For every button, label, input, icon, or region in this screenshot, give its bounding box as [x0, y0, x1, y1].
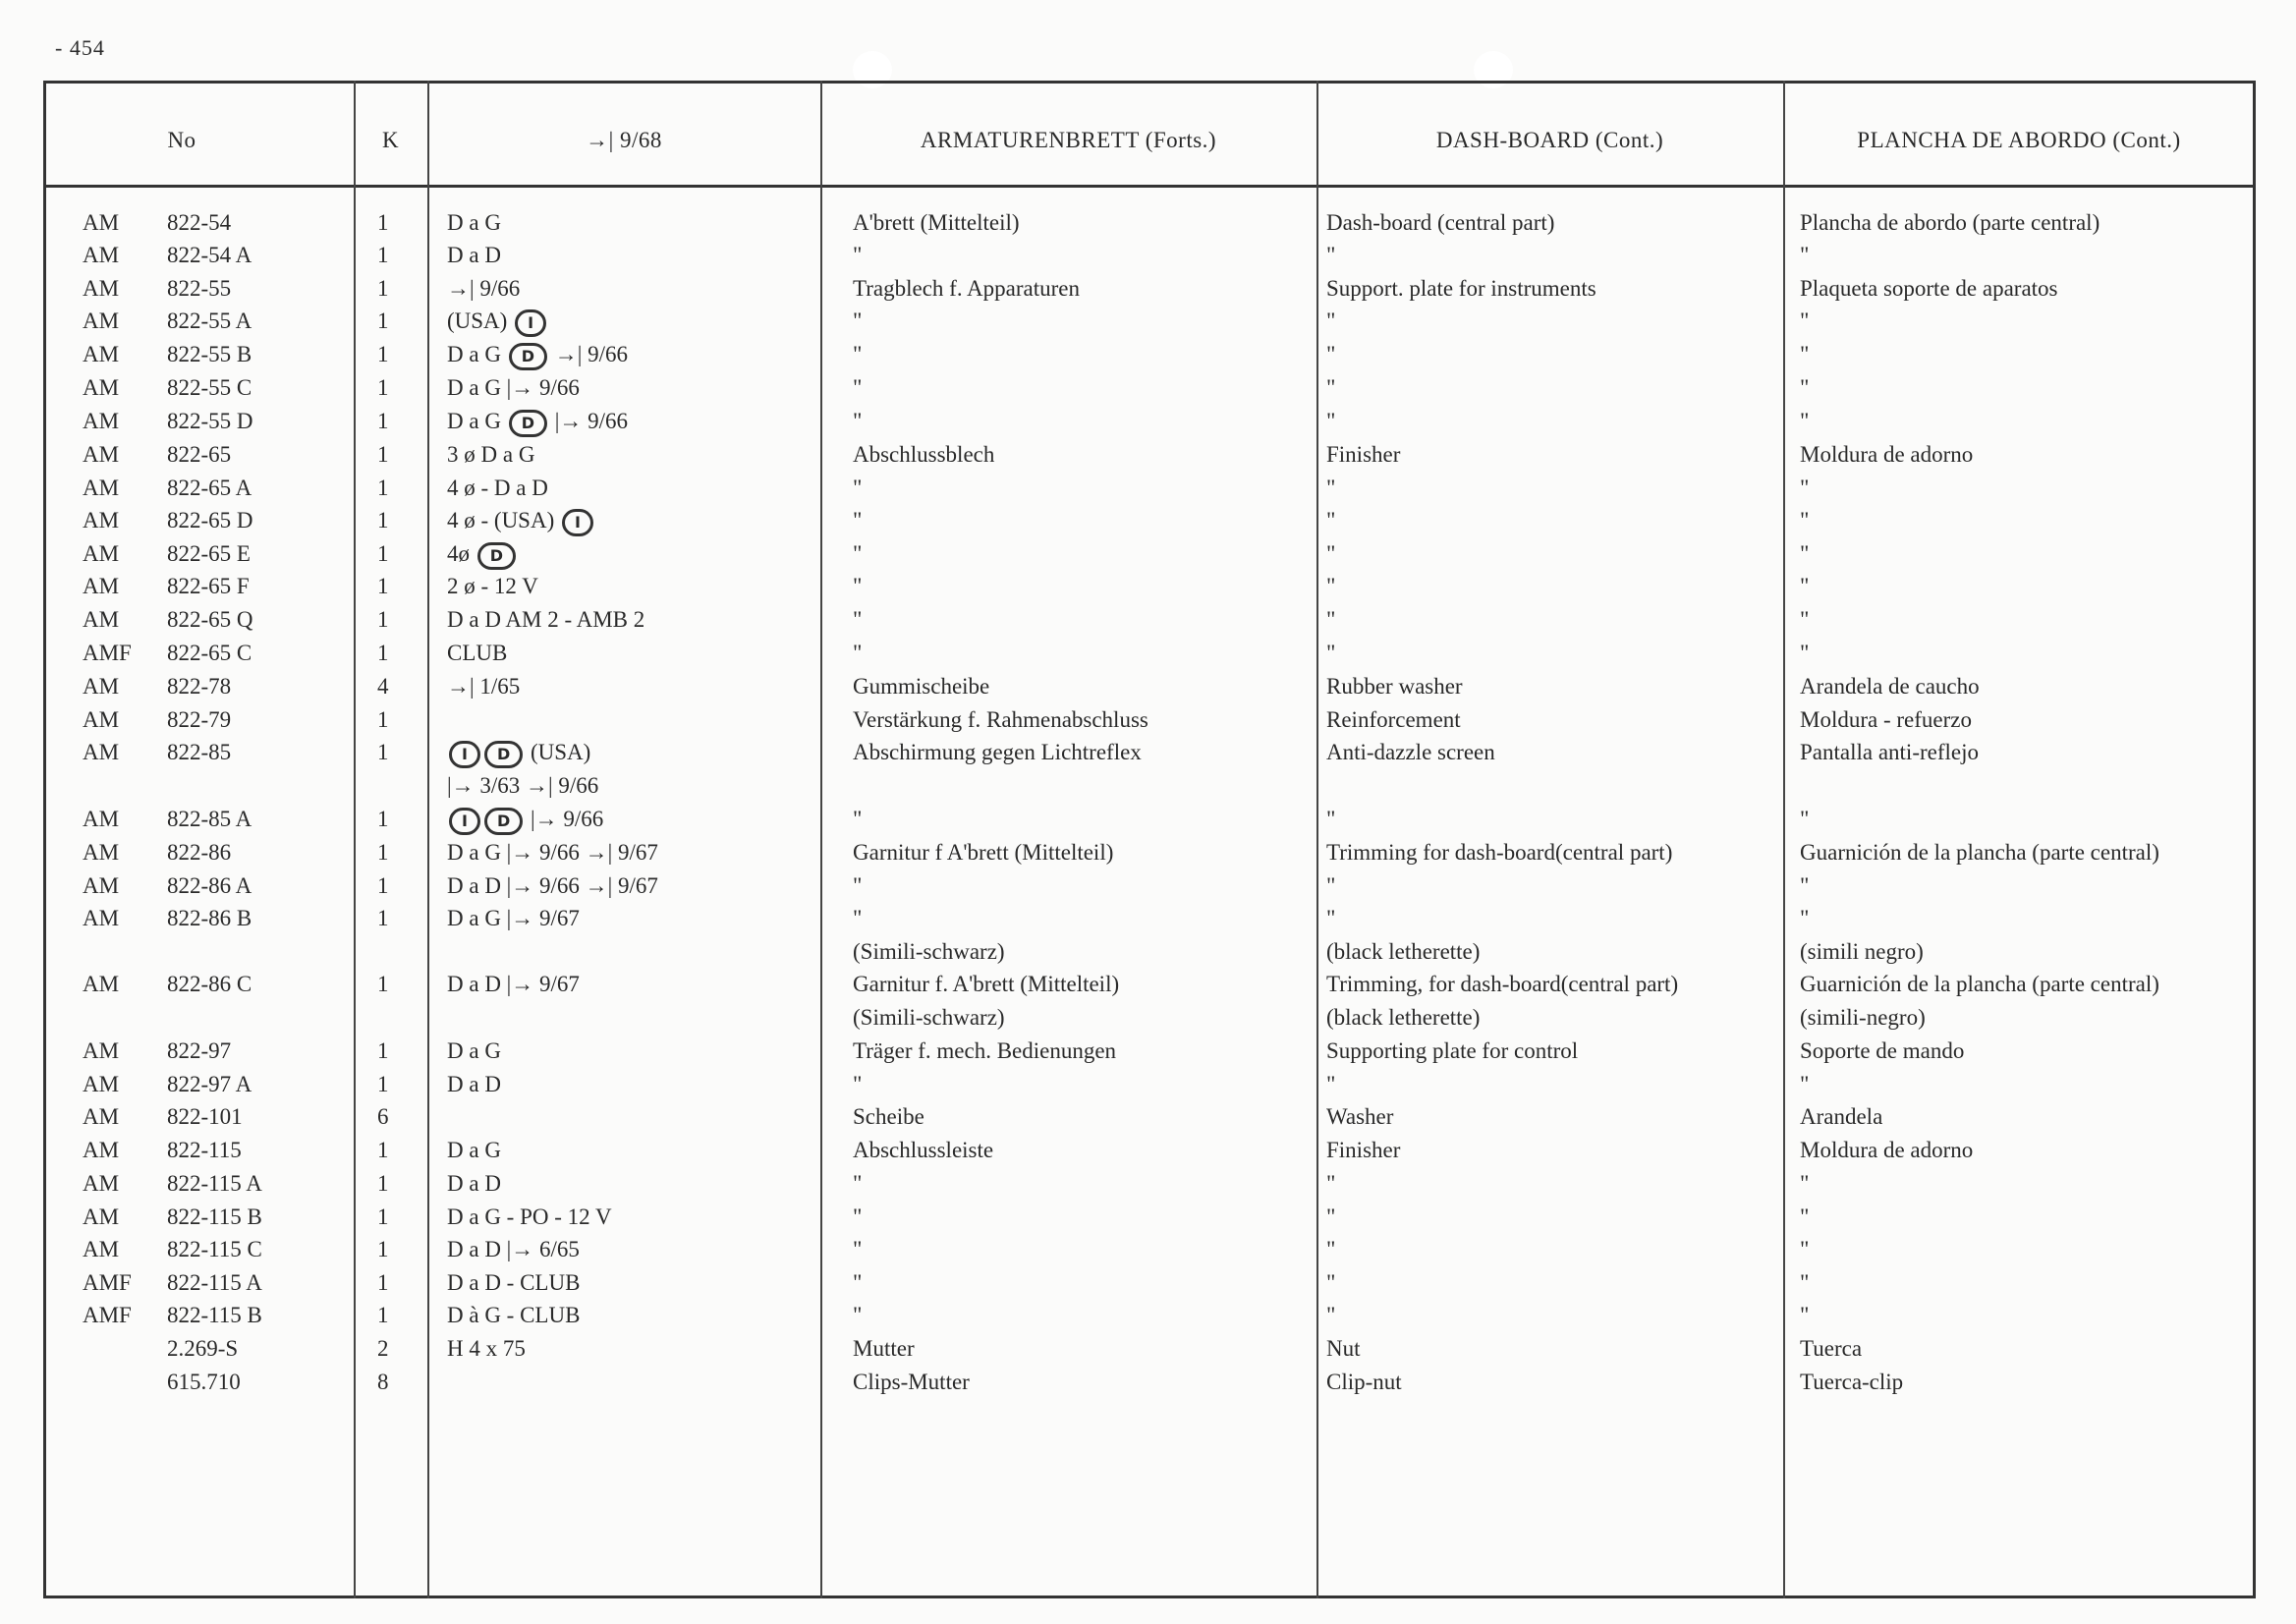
- cell-ref: 4 ø - D a D: [447, 476, 548, 500]
- cell-de: Gummischeibe: [853, 674, 990, 699]
- stamp-d-badge: D: [484, 741, 523, 768]
- cell-en: ": [1326, 906, 1336, 930]
- cell-es: Guarnición de la plancha (parte central): [1800, 840, 2159, 865]
- cell-ref: D a D |→ 9/66 →| 9/67: [447, 873, 658, 898]
- cell-en: Anti-dazzle screen: [1326, 740, 1495, 764]
- cell-no: 822-79: [167, 707, 232, 732]
- table-row: [0, 769, 2296, 803]
- cell-de: ": [853, 1171, 863, 1196]
- cell-pre: AM: [83, 840, 120, 865]
- cell-no: 822-97: [167, 1038, 232, 1063]
- cell-k: 1: [377, 840, 389, 865]
- cell-en: ": [1326, 1072, 1336, 1096]
- cell-no: 615.710: [167, 1370, 241, 1394]
- cell-de: ": [853, 807, 863, 831]
- cell-es: ": [1800, 1072, 1810, 1096]
- cell-es: ": [1800, 508, 1810, 532]
- cell-pre: AM: [83, 707, 120, 732]
- cell-k: 1: [377, 906, 389, 930]
- cell-en: ": [1326, 641, 1336, 665]
- table-row: [0, 1134, 2296, 1167]
- cell-k: 1: [377, 574, 389, 598]
- table-row: [0, 405, 2296, 438]
- cell-k: 1: [377, 1038, 389, 1063]
- cell-es: ": [1800, 807, 1810, 831]
- cell-de: ": [853, 873, 863, 898]
- cell-de: Garnitur f. A'brett (Mittelteil): [853, 972, 1120, 996]
- cell-en: Reinforcement: [1326, 707, 1461, 732]
- cell-no: 2.269-S: [167, 1336, 239, 1361]
- table-row: [0, 1266, 2296, 1300]
- cell-de: ": [853, 375, 863, 400]
- cell-de: ": [853, 409, 863, 433]
- cell-k: 1: [377, 607, 389, 632]
- table-row: [0, 371, 2296, 405]
- cell-ref: D a D AM 2 - AMB 2: [447, 607, 645, 632]
- table-row: [0, 1167, 2296, 1201]
- cell-no: 822-65 C: [167, 641, 252, 665]
- cell-no: 822-115 A: [167, 1270, 262, 1295]
- cell-en: (black letherette): [1326, 939, 1481, 964]
- cell-no: 822-65 E: [167, 541, 251, 566]
- cell-es: Guarnición de la plancha (parte central): [1800, 972, 2159, 996]
- cell-ref: D a G D |→ 9/66: [447, 405, 628, 438]
- cell-de: Abschlussblech: [853, 442, 995, 467]
- cell-de: ": [853, 1303, 863, 1327]
- table-row: [0, 968, 2296, 1001]
- cell-no: 822-54: [167, 210, 232, 235]
- cell-k: 1: [377, 210, 389, 235]
- cell-k: 1: [377, 476, 389, 500]
- table-row: [0, 305, 2296, 338]
- cell-no: 822-86: [167, 840, 232, 865]
- cell-en: ": [1326, 508, 1336, 532]
- cell-ref: D a G: [447, 1138, 501, 1162]
- cell-no: 822-55: [167, 276, 232, 301]
- cell-pre: AM: [83, 409, 120, 433]
- cell-es: ": [1800, 906, 1810, 930]
- cell-no: 822-86 A: [167, 873, 252, 898]
- header-no: No: [167, 128, 196, 152]
- stamp-d-badge: D: [484, 808, 523, 835]
- cell-en: Finisher: [1326, 1138, 1401, 1162]
- cell-es: ": [1800, 1171, 1810, 1196]
- cell-k: 1: [377, 375, 389, 400]
- cell-de: ": [853, 1237, 863, 1261]
- cell-de: ": [853, 308, 863, 333]
- cell-de: Mutter: [853, 1336, 915, 1361]
- cell-en: (black letherette): [1326, 1005, 1481, 1030]
- cell-pre: AM: [83, 740, 120, 764]
- cell-ref: D a G - PO - 12 V: [447, 1204, 612, 1229]
- cell-en: Trimming for dash-board(central part): [1326, 840, 1673, 865]
- cell-en: ": [1326, 476, 1336, 500]
- cell-ref: 2 ø - 12 V: [447, 574, 538, 598]
- cell-es: Moldura de adorno: [1800, 1138, 1974, 1162]
- cell-k: 4: [377, 674, 389, 699]
- cell-no: 822-85 A: [167, 807, 252, 831]
- cell-pre: AM: [83, 972, 120, 996]
- cell-es: Plancha de abordo (parte central): [1800, 210, 2100, 235]
- table-row: [0, 736, 2296, 769]
- cell-es: ": [1800, 607, 1810, 632]
- cell-pre: AM: [83, 1104, 120, 1129]
- cell-pre: AM: [83, 906, 120, 930]
- cell-es: ": [1800, 342, 1810, 366]
- cell-pre: AM: [83, 375, 120, 400]
- cell-de: (Simili-schwarz): [853, 1005, 1005, 1030]
- cell-de: ": [853, 607, 863, 632]
- cell-es: Plaqueta soporte de aparatos: [1800, 276, 2058, 301]
- cell-no: 822-65: [167, 442, 232, 467]
- cell-pre: AM: [83, 574, 120, 598]
- cell-pre: AM: [83, 807, 120, 831]
- cell-pre: AM: [83, 607, 120, 632]
- cell-es: ": [1800, 243, 1810, 267]
- page-number: - 454: [55, 35, 105, 60]
- table-row: [0, 438, 2296, 472]
- table-row: [0, 1035, 2296, 1068]
- cell-no: 822-97 A: [167, 1072, 252, 1096]
- cell-k: 1: [377, 707, 389, 732]
- cell-pre: AM: [83, 1072, 120, 1096]
- table-row: [0, 1299, 2296, 1332]
- cell-es: ": [1800, 409, 1810, 433]
- cell-no: 822-55 A: [167, 308, 252, 333]
- cell-ref: D a G D →| 9/66: [447, 338, 628, 371]
- cell-ref: |→ 3/63 →| 9/66: [447, 773, 599, 798]
- cell-en: ": [1326, 1204, 1336, 1229]
- cell-en: Supporting plate for control: [1326, 1038, 1579, 1063]
- stamp-d-badge: D: [477, 542, 516, 570]
- cell-es: ": [1800, 375, 1810, 400]
- cell-k: 1: [377, 1171, 389, 1196]
- table-row: [0, 869, 2296, 903]
- table-row: [0, 338, 2296, 371]
- cell-ref: 3 ø D a G: [447, 442, 535, 467]
- cell-en: Dash-board (central part): [1326, 210, 1555, 235]
- table-row: [0, 570, 2296, 603]
- cell-en: ": [1326, 541, 1336, 566]
- table-row: [0, 803, 2296, 836]
- cell-ref: I D |→ 9/66: [447, 803, 603, 836]
- cell-en: ": [1326, 574, 1336, 598]
- cell-k: 1: [377, 1270, 389, 1295]
- header-ref: →| 9/68: [586, 128, 662, 152]
- cell-es: ": [1800, 308, 1810, 333]
- cell-es: ": [1800, 1303, 1810, 1327]
- cell-pre: AM: [83, 276, 120, 301]
- header-k: K: [381, 128, 400, 152]
- cell-de: ": [853, 342, 863, 366]
- cell-es: Moldura de adorno: [1800, 442, 1974, 467]
- table-row: [0, 472, 2296, 505]
- cell-de: (Simili-schwarz): [853, 939, 1005, 964]
- cell-en: Clip-nut: [1326, 1370, 1402, 1394]
- stamp-i-badge: I: [449, 808, 480, 835]
- cell-pre: AMF: [83, 641, 132, 665]
- cell-k: 1: [377, 1072, 389, 1096]
- cell-ref: (USA) I: [447, 305, 548, 338]
- cell-no: 822-65 D: [167, 508, 253, 532]
- cell-en: ": [1326, 243, 1336, 267]
- cell-k: 1: [377, 508, 389, 532]
- cell-en: ": [1326, 1270, 1336, 1295]
- table-row: [0, 537, 2296, 571]
- header-english: DASH-BOARD (Cont.): [1435, 128, 1664, 152]
- table-row: [0, 902, 2296, 935]
- cell-en: Finisher: [1326, 442, 1401, 467]
- cell-de: ": [853, 1072, 863, 1096]
- table-row: [0, 239, 2296, 272]
- table-row: [0, 703, 2296, 737]
- cell-no: 822-115 A: [167, 1171, 262, 1196]
- cell-pre: AM: [83, 1237, 120, 1261]
- table-row: [0, 1233, 2296, 1266]
- cell-en: Trimming, for dash-board(central part): [1326, 972, 1679, 996]
- cell-de: ": [853, 541, 863, 566]
- cell-en: ": [1326, 607, 1336, 632]
- cell-ref: →| 1/65: [447, 674, 521, 699]
- cell-de: ": [853, 1204, 863, 1229]
- cell-k: 1: [377, 1303, 389, 1327]
- cell-de: Garnitur f A'brett (Mittelteil): [853, 840, 1114, 865]
- cell-k: 1: [377, 807, 389, 831]
- cell-pre: AM: [83, 674, 120, 699]
- cell-no: 822-54 A: [167, 243, 252, 267]
- stamp-i-badge: I: [515, 309, 546, 337]
- cell-en: Support. plate for instruments: [1326, 276, 1596, 301]
- table-row: [0, 935, 2296, 969]
- cell-ref: D a D - CLUB: [447, 1270, 581, 1295]
- cell-no: 822-115 B: [167, 1204, 262, 1229]
- cell-pre: AM: [83, 1138, 120, 1162]
- cell-en: Nut: [1326, 1336, 1361, 1361]
- cell-en: ": [1326, 409, 1336, 433]
- table-row: [0, 272, 2296, 306]
- cell-k: 1: [377, 1237, 389, 1261]
- header-german: ARMATURENBRETT (Forts.): [920, 128, 1217, 152]
- cell-de: Abschlussleiste: [853, 1138, 994, 1162]
- cell-es: Arandela de caucho: [1800, 674, 1980, 699]
- cell-no: 822-85: [167, 740, 232, 764]
- cell-es: ": [1800, 574, 1810, 598]
- cell-es: Pantalla anti-reflejo: [1800, 740, 1980, 764]
- table-row: [0, 206, 2296, 240]
- cell-de: Abschirmung gegen Lichtreflex: [853, 740, 1142, 764]
- table-row: [0, 637, 2296, 670]
- table-row: [0, 1332, 2296, 1366]
- stamp-i-badge: I: [449, 741, 480, 768]
- cell-no: 822-86 B: [167, 906, 252, 930]
- cell-pre: AM: [83, 210, 120, 235]
- table-row: [0, 1201, 2296, 1234]
- cell-es: ": [1800, 1237, 1810, 1261]
- cell-k: 1: [377, 243, 389, 267]
- cell-pre: AM: [83, 342, 120, 366]
- cell-pre: AMF: [83, 1270, 132, 1295]
- cell-k: 1: [377, 276, 389, 301]
- cell-k: 1: [377, 442, 389, 467]
- stamp-d-badge: D: [509, 343, 547, 370]
- cell-k: 1: [377, 641, 389, 665]
- cell-de: Scheibe: [853, 1104, 924, 1129]
- cell-ref: D a G |→ 9/67: [447, 906, 580, 930]
- cell-ref: 4 ø - (USA) I: [447, 504, 595, 537]
- cell-es: Soporte de mando: [1800, 1038, 1965, 1063]
- cell-es: Moldura - refuerzo: [1800, 707, 1972, 732]
- cell-ref: D a G: [447, 1038, 501, 1063]
- cell-ref: D a D: [447, 243, 501, 267]
- cell-ref: D a G: [447, 210, 501, 235]
- cell-ref: D a D: [447, 1072, 501, 1096]
- cell-k: 2: [377, 1336, 389, 1361]
- cell-pre: AM: [83, 442, 120, 467]
- cell-no: 822-65 A: [167, 476, 252, 500]
- cell-k: 1: [377, 972, 389, 996]
- cell-de: ": [853, 574, 863, 598]
- cell-pre: AM: [83, 243, 120, 267]
- cell-de: ": [853, 476, 863, 500]
- cell-es: (simili-negro): [1800, 1005, 1926, 1030]
- cell-en: ": [1326, 342, 1336, 366]
- cell-no: 822-65 F: [167, 574, 250, 598]
- cell-k: 1: [377, 342, 389, 366]
- cell-de: A'brett (Mittelteil): [853, 210, 1020, 235]
- cell-de: Tragblech f. Apparaturen: [853, 276, 1080, 301]
- table-row: [0, 1366, 2296, 1399]
- table-row: [0, 1100, 2296, 1134]
- cell-en: Rubber washer: [1326, 674, 1463, 699]
- cell-pre: AM: [83, 1204, 120, 1229]
- cell-no: 822-55 B: [167, 342, 252, 366]
- cell-no: 822-78: [167, 674, 232, 699]
- cell-ref: D a G |→ 9/66: [447, 375, 580, 400]
- table-row: [0, 670, 2296, 703]
- cell-no: 822-86 C: [167, 972, 252, 996]
- table-row: [0, 836, 2296, 869]
- cell-k: 1: [377, 1204, 389, 1229]
- cell-no: 822-101: [167, 1104, 243, 1129]
- cell-ref: D a D |→ 6/65: [447, 1237, 580, 1261]
- cell-pre: AM: [83, 541, 120, 566]
- cell-pre: AM: [83, 873, 120, 898]
- cell-no: 822-115 C: [167, 1237, 262, 1261]
- stamp-d-badge: D: [509, 410, 547, 437]
- cell-ref: H 4 x 75: [447, 1336, 526, 1361]
- cell-de: ": [853, 508, 863, 532]
- cell-de: Clips-Mutter: [853, 1370, 970, 1394]
- cell-de: Träger f. mech. Bedienungen: [853, 1038, 1117, 1063]
- cell-ref: D à G - CLUB: [447, 1303, 581, 1327]
- cell-pre: AM: [83, 308, 120, 333]
- cell-es: ": [1800, 873, 1810, 898]
- table-row: [0, 504, 2296, 537]
- cell-pre: AMF: [83, 1303, 132, 1327]
- cell-es: ": [1800, 541, 1810, 566]
- cell-en: ": [1326, 375, 1336, 400]
- cell-es: Tuerca-clip: [1800, 1370, 1904, 1394]
- cell-es: ": [1800, 1204, 1810, 1229]
- cell-ref: D a G |→ 9/66 →| 9/67: [447, 840, 658, 865]
- cell-k: 8: [377, 1370, 389, 1394]
- table-row: [0, 603, 2296, 637]
- cell-es: Arandela: [1800, 1104, 1883, 1129]
- cell-de: ": [853, 641, 863, 665]
- cell-de: ": [853, 243, 863, 267]
- cell-en: Washer: [1326, 1104, 1394, 1129]
- cell-no: 822-55 C: [167, 375, 252, 400]
- cell-en: ": [1326, 1171, 1336, 1196]
- stamp-i-badge: I: [562, 509, 593, 536]
- cell-no: 822-115: [167, 1138, 242, 1162]
- cell-pre: AM: [83, 1038, 120, 1063]
- cell-k: 1: [377, 1138, 389, 1162]
- cell-ref: D a D |→ 9/67: [447, 972, 580, 996]
- cell-de: ": [853, 1270, 863, 1295]
- cell-k: 1: [377, 740, 389, 764]
- cell-de: Verstärkung f. Rahmenabschluss: [853, 707, 1148, 732]
- cell-ref: 4ø D: [447, 537, 518, 571]
- cell-ref: →| 9/66: [447, 276, 521, 301]
- cell-en: ": [1326, 308, 1336, 333]
- cell-ref: I D (USA): [447, 736, 590, 769]
- cell-es: ": [1800, 476, 1810, 500]
- cell-ref: D a D: [447, 1171, 501, 1196]
- cell-es: ": [1800, 641, 1810, 665]
- cell-k: 1: [377, 409, 389, 433]
- cell-en: ": [1326, 873, 1336, 898]
- cell-k: 1: [377, 873, 389, 898]
- cell-k: 1: [377, 541, 389, 566]
- table-row: [0, 1001, 2296, 1035]
- cell-es: ": [1800, 1270, 1810, 1295]
- cell-pre: AM: [83, 1171, 120, 1196]
- cell-en: ": [1326, 1237, 1336, 1261]
- cell-es: (simili negro): [1800, 939, 1924, 964]
- cell-ref: CLUB: [447, 641, 508, 665]
- cell-es: Tuerca: [1800, 1336, 1863, 1361]
- cell-pre: AM: [83, 476, 120, 500]
- header-spanish: PLANCHA DE ABORDO (Cont.): [1857, 128, 2181, 152]
- cell-k: 1: [377, 308, 389, 333]
- cell-k: 6: [377, 1104, 389, 1129]
- cell-no: 822-55 D: [167, 409, 253, 433]
- cell-en: ": [1326, 1303, 1336, 1327]
- cell-no: 822-115 B: [167, 1303, 262, 1327]
- table-row: [0, 1068, 2296, 1101]
- cell-no: 822-65 Q: [167, 607, 253, 632]
- cell-de: ": [853, 906, 863, 930]
- header-divider: [43, 185, 2256, 188]
- cell-en: ": [1326, 807, 1336, 831]
- cell-pre: AM: [83, 508, 120, 532]
